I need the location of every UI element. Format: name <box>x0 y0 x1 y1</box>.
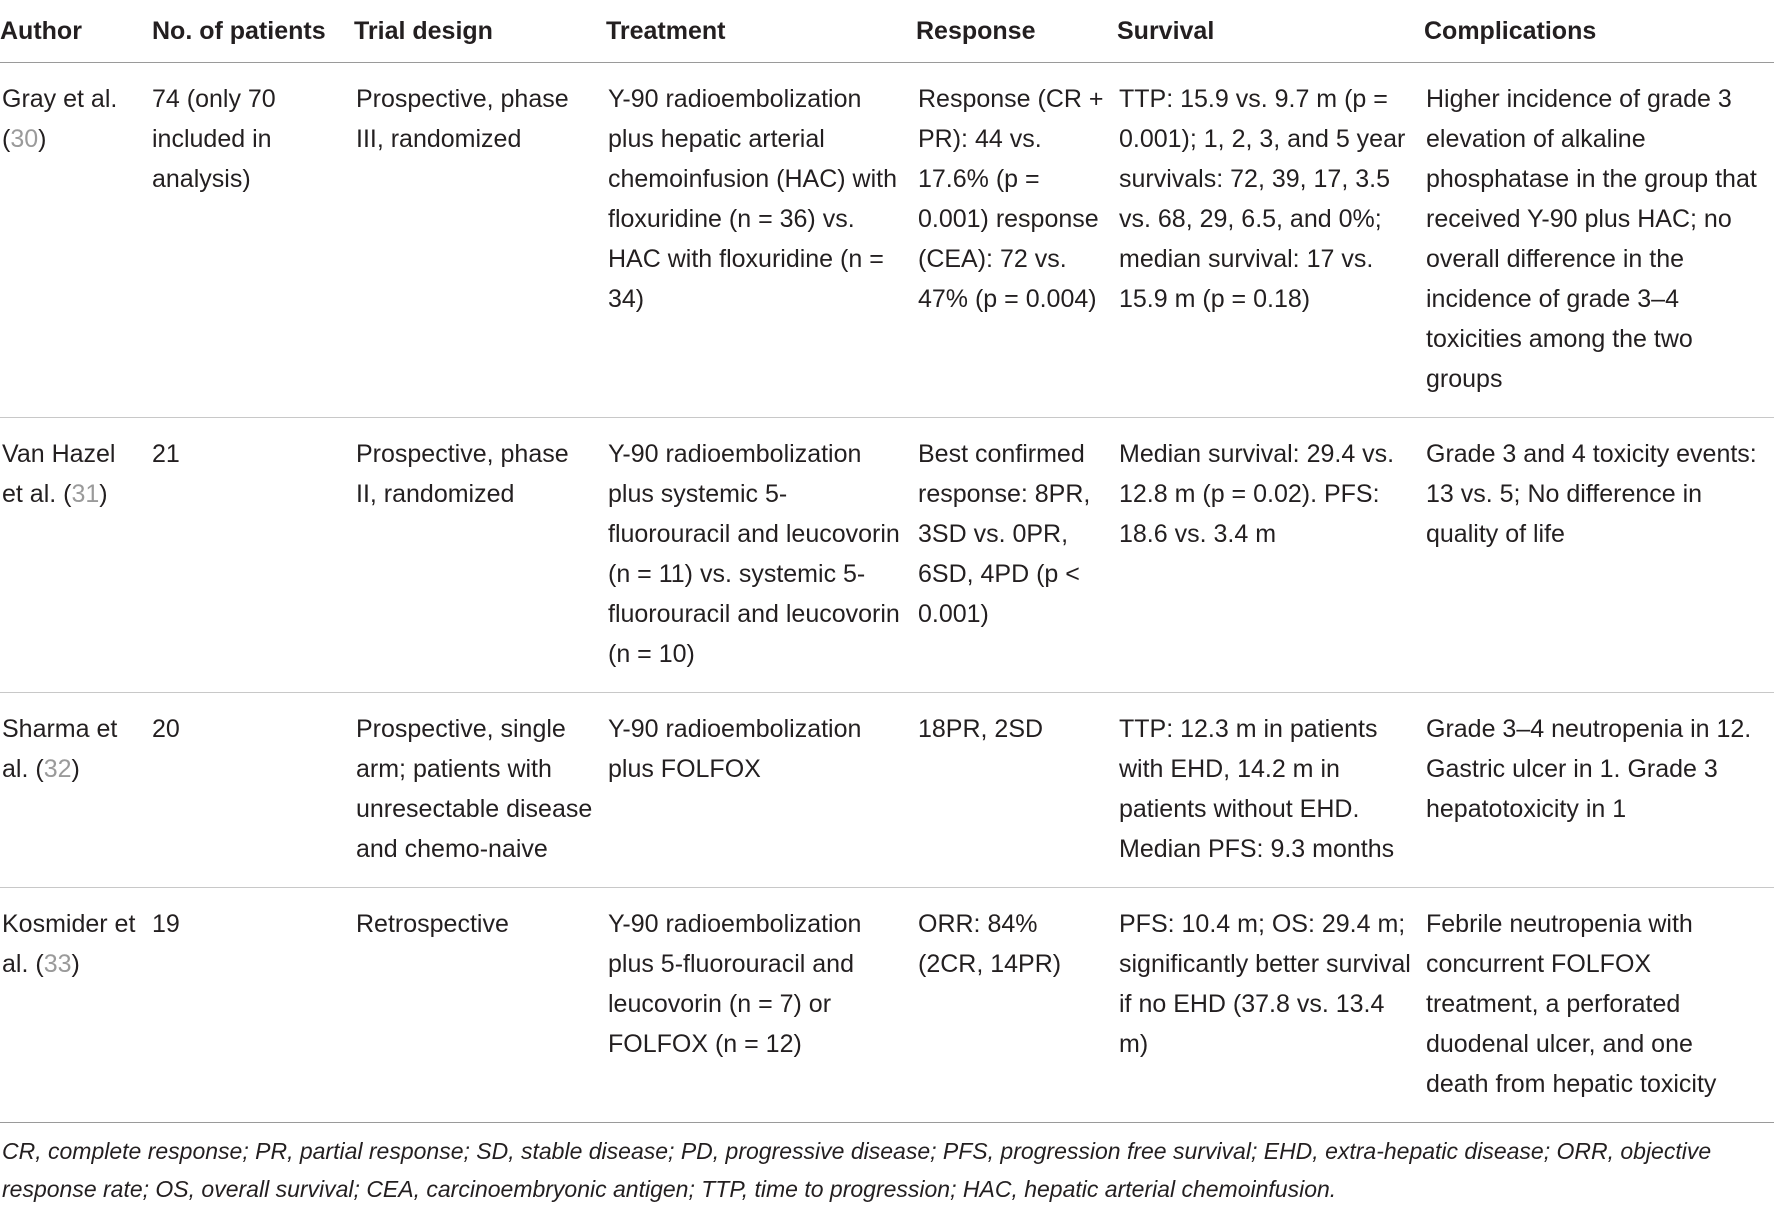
author-text <box>2 434 140 532</box>
cell-trial-design-text: Retrospective <box>356 910 509 938</box>
cell-complications-text: Higher incidence of grade 3 elevation of alkaline phosphatase in the group that received Y-90 plus HAC; no overall difference in the incidence of grade 3–4 toxicities among the two groups <box>1426 85 1757 393</box>
header-complications: Complications <box>1424 0 1774 63</box>
author-name: Sharma et al. <box>2 715 118 783</box>
ref-close-paren: ) <box>71 950 80 978</box>
ref-open-paren: ( <box>2 125 11 153</box>
cell-response-text: Response (CR + PR): 44 vs. 17.6% (p = 0.001) response (CEA): 72 vs. 47% (p = 0.004) <box>918 85 1104 313</box>
cell-survival <box>1117 418 1424 693</box>
cell-author <box>0 418 152 693</box>
cell-response <box>916 693 1117 888</box>
cell-author <box>0 63 152 418</box>
ref-close-paren: ) <box>38 125 47 153</box>
ref-open-paren: ( <box>63 480 72 508</box>
cell-trial-design <box>354 693 606 888</box>
cell-treatment-text: Y-90 radioembolization plus systemic 5-fluorouracil and leucovorin (n = 11) vs. systemic 5-fluorouracil and leucovorin (n = 10) <box>608 440 900 668</box>
table-header <box>0 0 1774 63</box>
table-body <box>0 63 1774 1123</box>
cell-treatment-text: Y-90 radioembolization plus hepatic arterial chemoinfusion (HAC) with floxuridine (n = 36) vs. HAC with floxuridine (n = 34) <box>608 85 897 313</box>
cell-survival <box>1117 888 1424 1123</box>
cell-survival <box>1117 63 1424 418</box>
cell-complications <box>1424 418 1774 693</box>
cell-trial-design-text: Prospective, phase III, randomized <box>356 85 569 153</box>
header-row <box>0 0 1774 63</box>
author-name: Kosmider et al. <box>2 910 136 978</box>
cell-response-text: 18PR, 2SD <box>918 715 1044 743</box>
cell-complications <box>1424 693 1774 888</box>
ref-open-paren: ( <box>35 950 44 978</box>
cell-patients <box>152 63 354 418</box>
reference-link[interactable]: 33 <box>43 950 72 978</box>
reference-link[interactable]: 31 <box>71 480 100 508</box>
cell-patients <box>152 693 354 888</box>
cell-response <box>916 888 1117 1123</box>
table-footnote: CR, complete response; PR, partial response; SD, stable disease; PD, progressive disease; PFS, progression free survival; EHD, extra-hepatic disease; ORR, objective response rate; OS, overall survival; CEA, carcinoembryonic antigen; TTP, time to progression; HAC, hepatic arterial chemoinfusion. <box>2 1138 1712 1202</box>
cell-survival-text: PFS: 10.4 m; OS: 29.4 m; significantly better survival if no EHD (37.8 vs. 13.4 m) <box>1119 910 1411 1058</box>
cell-treatment-text: Y-90 radioembolization plus FOLFOX <box>608 715 862 783</box>
author-text <box>2 904 140 1002</box>
ref-close-paren: ) <box>99 480 108 508</box>
table-row <box>0 63 1774 418</box>
header-author: Author <box>0 0 152 63</box>
cell-author <box>0 888 152 1123</box>
author-text <box>2 709 140 807</box>
header-treatment: Treatment <box>606 0 916 63</box>
cell-treatment-text: Y-90 radioembolization plus 5-fluorouracil and leucovorin (n = 7) or FOLFOX (n = 12) <box>608 910 862 1058</box>
cell-response <box>916 418 1117 693</box>
cell-author <box>0 693 152 888</box>
cell-complications <box>1424 888 1774 1123</box>
table-row <box>0 693 1774 888</box>
cell-patients <box>152 888 354 1123</box>
cell-survival <box>1117 693 1424 888</box>
reference-link[interactable]: 32 <box>43 755 72 783</box>
cell-patients-text: 19 <box>152 910 180 938</box>
cell-patients-text: 20 <box>152 715 180 743</box>
cell-patients-text: 21 <box>152 440 180 468</box>
cell-trial-design <box>354 888 606 1123</box>
header-survival: Survival <box>1117 0 1424 63</box>
cell-survival-text: TTP: 12.3 m in patients with EHD, 14.2 m in patients without EHD. Median PFS: 9.3 months <box>1119 715 1395 863</box>
cell-treatment <box>606 63 916 418</box>
reference-link[interactable]: 30 <box>10 125 39 153</box>
cell-treatment <box>606 888 916 1123</box>
cell-response-text: ORR: 84% (2CR, 14PR) <box>918 910 1062 978</box>
cell-survival-text: Median survival: 29.4 vs. 12.8 m (p = 0.02). PFS: 18.6 vs. 3.4 m <box>1119 440 1395 548</box>
author-name: Van Hazel et al. <box>2 440 116 508</box>
cell-response-text: Best confirmed response: 8PR, 3SD vs. 0PR, 6SD, 4PD (p < 0.001) <box>918 440 1091 628</box>
author-name: Gray et al. <box>2 85 118 113</box>
header-response: Response <box>916 0 1117 63</box>
cell-patients-text: 74 (only 70 included in analysis) <box>152 85 276 193</box>
ref-open-paren: ( <box>35 755 44 783</box>
cell-patients <box>152 418 354 693</box>
cell-trial-design <box>354 63 606 418</box>
header-trial-design: Trial design <box>354 0 606 63</box>
cell-treatment <box>606 418 916 693</box>
table-row <box>0 888 1774 1123</box>
cell-complications-text: Febrile neutropenia with concurrent FOLFOX treatment, a perforated duodenal ulcer, and one death from hepatic toxicity <box>1426 910 1717 1098</box>
cell-complications-text: Grade 3 and 4 toxicity events: 13 vs. 5; No difference in quality of life <box>1426 440 1757 548</box>
cell-complications <box>1424 63 1774 418</box>
cell-complications-text: Grade 3–4 neutropenia in 12. Gastric ulcer in 1. Grade 3 hepatotoxicity in 1 <box>1426 715 1752 823</box>
header-patients: No. of patients <box>152 0 354 63</box>
cell-trial-design <box>354 418 606 693</box>
author-text <box>2 79 140 177</box>
cell-survival-text: TTP: 15.9 vs. 9.7 m (p = 0.001); 1, 2, 3, and 5 year survivals: 72, 39, 17, 3.5 vs. 68, 29, 6.5, and 0%; median survival: 17 vs. 15.9 m (p = 0.18) <box>1119 85 1406 313</box>
cell-trial-design-text: Prospective, single arm; patients with unresectable disease and chemo-naive <box>356 715 593 863</box>
cell-trial-design-text: Prospective, phase II, randomized <box>356 440 569 508</box>
table-row <box>0 418 1774 693</box>
ref-close-paren: ) <box>71 755 80 783</box>
cell-response <box>916 63 1117 418</box>
cell-treatment <box>606 693 916 888</box>
